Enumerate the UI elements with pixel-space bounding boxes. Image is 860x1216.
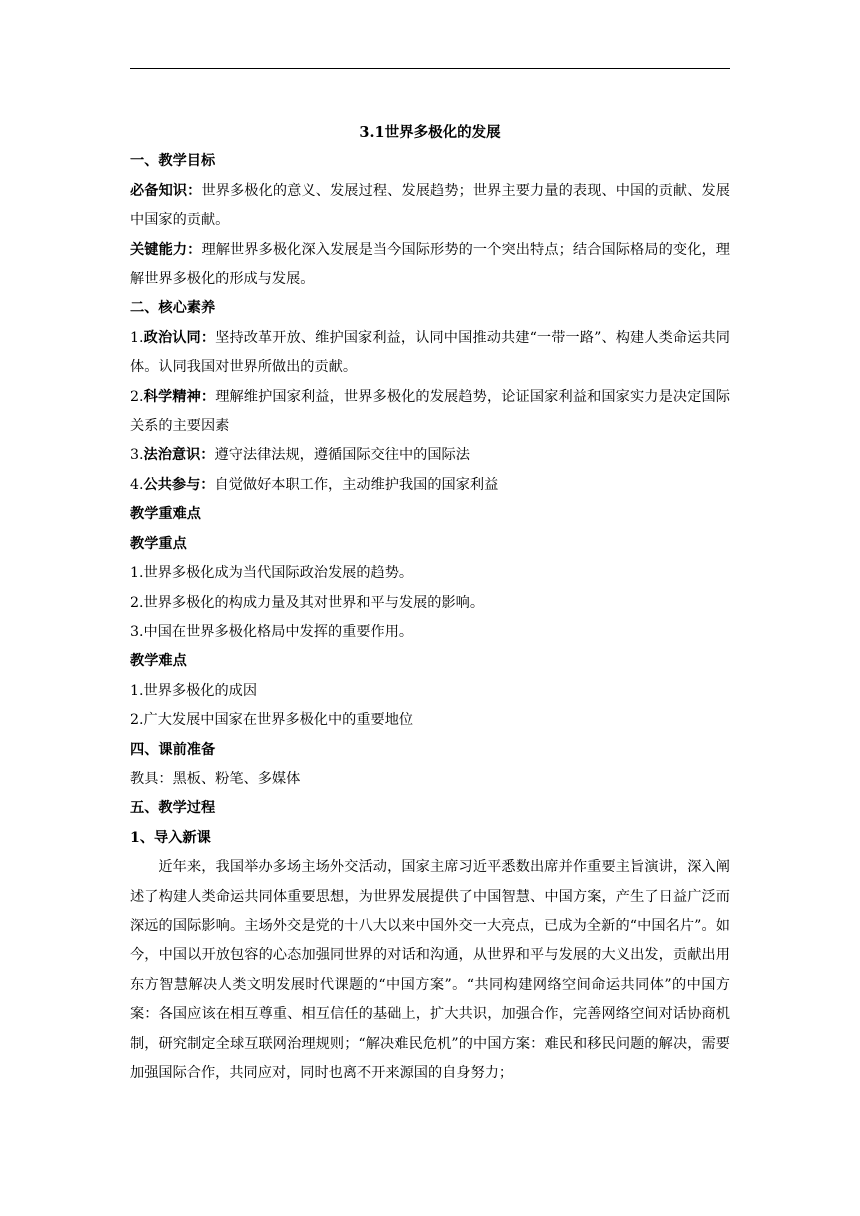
ability-paragraph [130, 236, 730, 295]
literacy-label: 法治意识： [143, 447, 215, 464]
header-rule [130, 68, 730, 69]
knowledge-paragraph [130, 177, 730, 236]
key-point-item: 2.世界多极化的构成力量及其对世界和平与发展的影响。 [130, 594, 485, 611]
intro-heading: 1、导入新课 [130, 829, 211, 846]
literacy-text: 遵守法律法规，遵循国际交往中的国际法 [214, 447, 470, 464]
prep-heading: 四、课前准备 [130, 741, 216, 758]
process-heading: 五、教学过程 [130, 800, 216, 817]
difficult-point-item: 2.广大发展中国家在世界多极化中的重要地位 [130, 712, 414, 729]
key-point-item: 3.中国在世界多极化格局中发挥的重要作用。 [130, 623, 414, 640]
page-title: 3.1世界多极化的发展 [359, 124, 501, 141]
literacy-num: 3. [130, 447, 144, 464]
literacy-text: 自觉做好本职工作，主动维护我国的国家利益 [214, 476, 499, 493]
intro-paragraph: 近年来，我国举办多场主场外交活动，国家主席习近平悉数出席并作重要主旨演讲，深入阐述了构建人类命运共同体重要思想，为世界发展提供了中国智慧、中国方案，产生了日益广泛而深远的国际影响。主场外交是党的十八大以来中国外交一大亮点，已成为全新的“中国名片”。如今，中国以开放包容的心态加强同世界的对话和沟通，从世界和平与发展的大义出发，贡献出用东方智慧解决人类文明发展时代课题的“中国方案”。“共同构建网络空间命运共同体”的中国方案：各国应该在相互尊重、相互信任的基础上，扩大共识，加强合作，完善网络空间对话协商机制，研究制定全球互联网治理规则；“解决难民危机”的中国方案：难民和移民问题的解决，需要加强国际合作，共同应对，同时也离不开来源国的自身努力； [130, 859, 730, 1081]
literacy-num: 4. [130, 476, 144, 493]
key-points-heading: 教学重点 [130, 535, 187, 552]
difficult-point-item: 1.世界多极化的成因 [130, 682, 258, 699]
ability-label: 关键能力： [130, 241, 202, 258]
literacy-text: 理解维护国家利益，世界多极化的发展趋势，论证国家利益和国家实力是决定国际关系的主要因素 [130, 388, 730, 435]
literacy-num: 2. [130, 388, 144, 405]
literacy-item [130, 471, 730, 500]
key-difficult-heading: 教学重难点 [130, 506, 201, 523]
literacy-label: 政治认同： [143, 329, 216, 346]
document-body [130, 118, 730, 1088]
literacy-label: 公共参与： [143, 476, 215, 493]
literacy-text: 坚持改革开放、维护国家利益，认同中国推动共建“一带一路”、构建人类命运共同体。认同我国对世界所做出的贡献。 [130, 329, 730, 376]
knowledge-text: 世界多极化的意义、发展过程、发展趋势；世界主要力量的表现、中国的贡献、发展中国家的贡献。 [130, 182, 730, 229]
literacy-label: 科学精神： [143, 388, 216, 405]
prep-text: 教具：黑板、粉笔、多媒体 [130, 770, 301, 787]
literacy-item [130, 324, 730, 383]
literacy-item [130, 441, 730, 470]
difficult-points-heading: 教学难点 [130, 653, 187, 670]
literacy-item [130, 383, 730, 442]
literacy-heading: 二、核心素养 [130, 300, 216, 317]
ability-text: 理解世界多极化深入发展是当今国际形势的一个突出特点；结合国际格局的变化，理解世界多极化的形成与发展。 [130, 241, 730, 288]
knowledge-label: 必备知识： [130, 182, 202, 199]
key-point-item: 1.世界多极化成为当代国际政治发展的趋势。 [130, 565, 414, 582]
literacy-num: 1. [130, 329, 144, 346]
objectives-heading: 一、教学目标 [130, 153, 216, 170]
